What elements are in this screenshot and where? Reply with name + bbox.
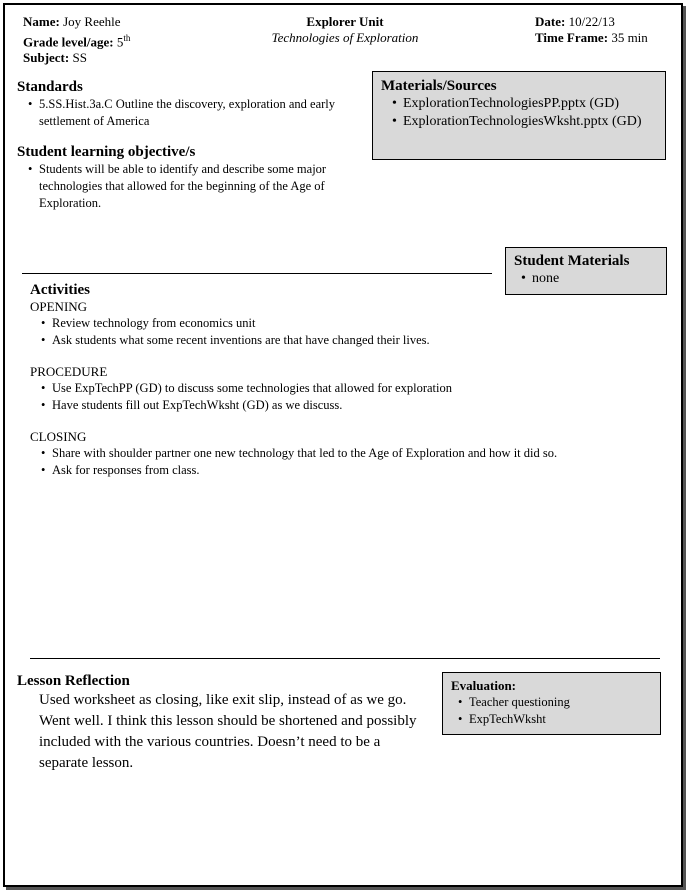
header-center [230,14,460,46]
standards-title: Standards [17,79,83,95]
evaluation-title: Evaluation: [451,678,517,693]
evaluation-list [455,694,652,728]
grade-label: Grade level/age [23,34,110,50]
materials-item: • ExplorationTechnologiesPP.pptx (GD) [389,95,657,113]
objectives-section [17,143,367,212]
opening-list [38,315,660,349]
lesson-title: Technologies of Exploration [271,30,419,45]
date-value: 10/22/13 [568,14,615,29]
subject-value: SS [72,50,87,66]
date-label: Date [535,14,561,29]
objectives-item: • Students will be able to identify and describe some major technologies that allowed for the beginning of the Age of Exploration. [25,161,367,212]
unit-title: Explorer Unit [306,14,384,29]
materials-title: Materials/Sources [381,78,497,94]
activity-item: • Share with shoulder partner one new technology that led to the Age of Exploration and how it did so. [38,445,660,462]
activities-section [30,281,660,479]
activity-item: • Ask students what some recent inventions are that have changed their lives. [38,332,660,349]
reflection-title: Lesson Reflection [17,673,130,689]
subject-label: Subject [23,50,65,66]
grade-sup: th [123,33,131,43]
timeframe-value: 35 min [611,30,648,45]
name-line: Name: Joy Reehle [23,14,121,29]
objectives-list [25,161,367,212]
materials-box [372,71,666,160]
objectives-title: Student learning objective/s [17,144,196,160]
reflection-divider [30,658,660,659]
date-line: Date: 10/22/13 [535,14,615,29]
grade-line: Grade level/age: 5th [23,33,131,50]
activity-item: • Use ExpTechPP (GD) to discuss some technologies that allowed for exploration [38,380,660,397]
student-materials-title: Student Materials [514,253,630,269]
subject-line: Subject: SS [23,50,87,66]
closing-list [38,445,660,479]
lesson-plan-page [3,3,683,887]
opening-heading: OPENING [30,299,88,314]
name-label: Name [23,14,56,29]
grade-value: 5 [116,34,124,50]
closing-heading: CLOSING [30,429,87,444]
activities-title: Activities [30,282,90,298]
materials-item: • ExplorationTechnologiesWksht.pptx (GD) [389,113,657,131]
activity-item: • Review technology from economics unit [38,315,660,332]
activity-item: • Ask for responses from class. [38,462,660,479]
evaluation-box [442,672,661,735]
evaluation-item: • ExpTechWksht [455,711,652,728]
reflection-text: Used worksheet as closing, like exit slip, instead of as we go. Went well. I think this lesson should be shortened and possibly included with the various countries. Doesn’t need to be a separate lesson. [39,692,417,771]
timeframe-line: Time Frame: 35 min [535,30,648,45]
activities-divider [22,273,492,274]
procedure-heading: PROCEDURE [30,364,108,379]
name-value: Joy Reehle [63,14,121,29]
evaluation-item: • Teacher questioning [455,694,652,711]
header-left [23,14,130,66]
header-right [535,14,648,46]
standards-item: • 5.SS.Hist.3a.C Outline the discovery, exploration and early settlement of America [25,96,362,130]
materials-list [389,95,657,131]
standards-list [25,96,362,130]
standards-section [17,78,362,130]
reflection-section [17,672,427,774]
activity-item: • Have students fill out ExpTechWksht (GD) as we discuss. [38,397,660,414]
procedure-list [38,380,660,414]
timeframe-label: Time Frame [535,30,604,45]
student-materials-item: • none [518,270,658,288]
